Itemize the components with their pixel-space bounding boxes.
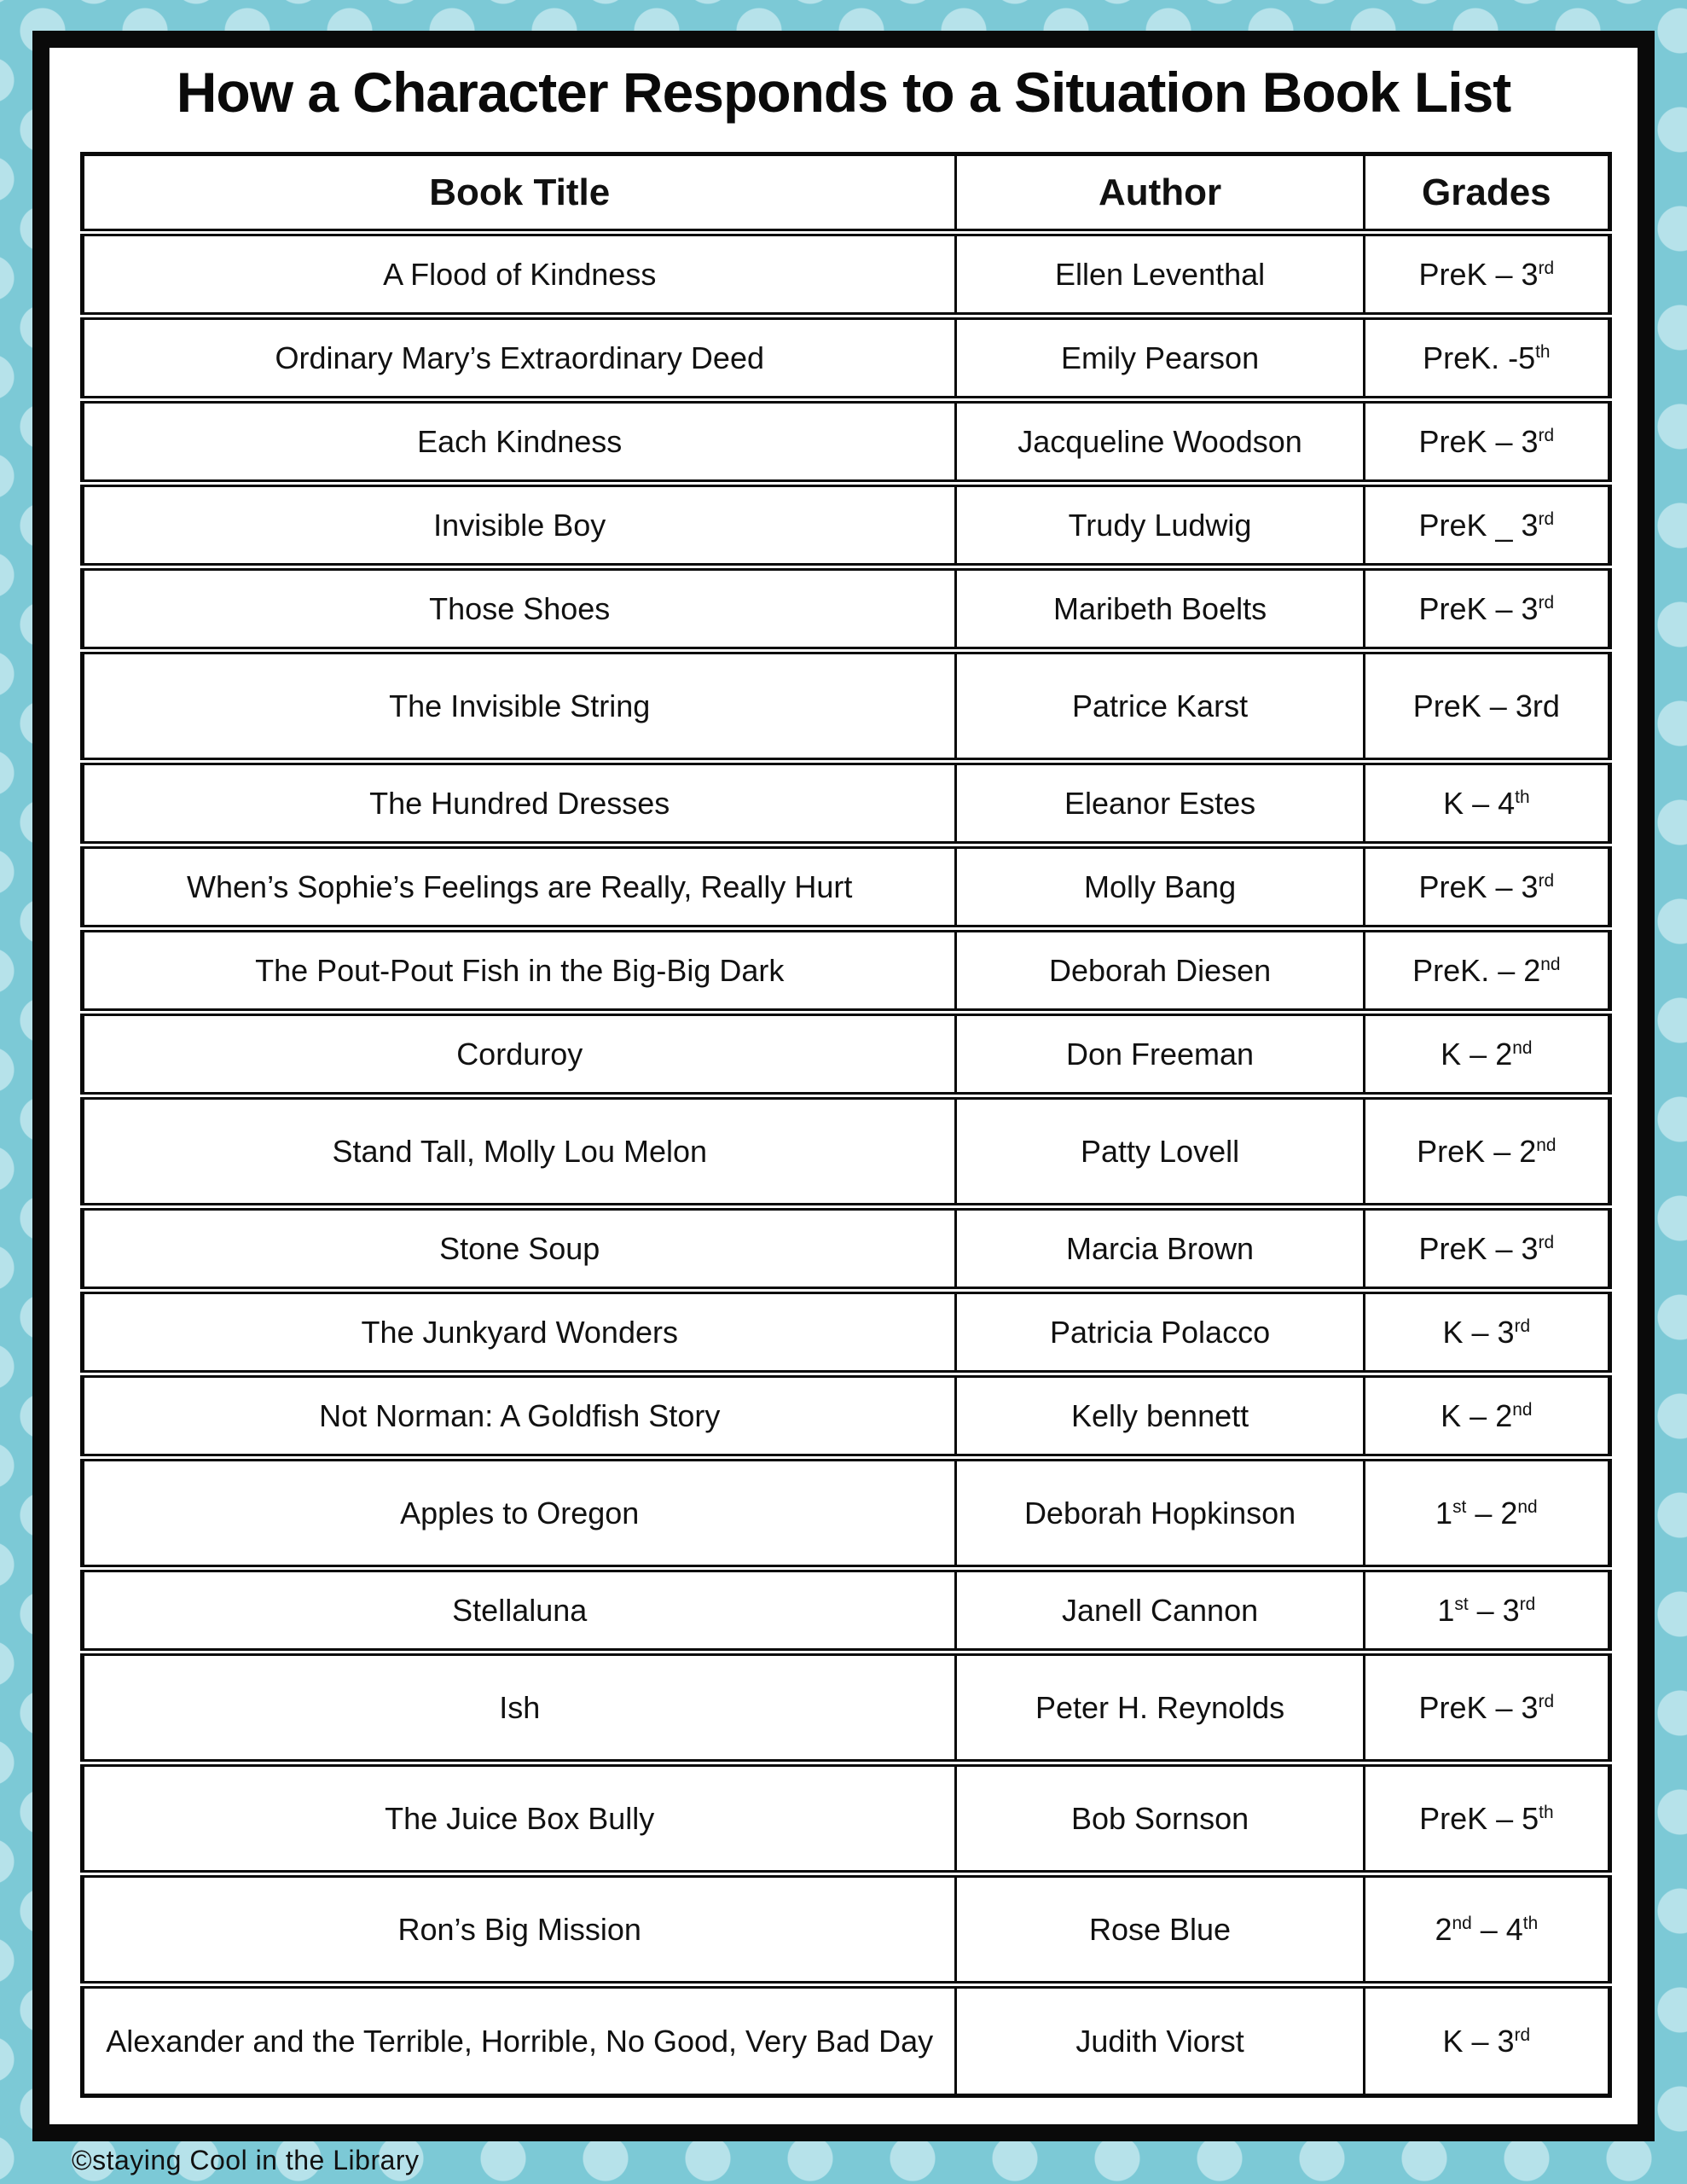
- table-row: [83, 1096, 1610, 1207]
- grade-ordinal-suffix: th: [1539, 1803, 1554, 1822]
- grade-cell: [1364, 317, 1609, 400]
- grade-ordinal-suffix: nd: [1512, 1038, 1533, 1058]
- grade-text: PreK – 5: [1419, 1801, 1539, 1836]
- grade-cell: [1364, 1653, 1609, 1763]
- book-list-table: [80, 152, 1612, 2098]
- grade-cell: [1364, 1374, 1609, 1458]
- table-row: [83, 762, 1610, 845]
- grade-text: K – 3: [1442, 2024, 1515, 2059]
- grade-cell: [1364, 1207, 1609, 1291]
- grade-text: PreK – 3: [1418, 869, 1539, 904]
- book-title-cell: Corduroy: [83, 1013, 956, 1096]
- table-row: [83, 1653, 1610, 1763]
- grade-cell: [1364, 233, 1609, 317]
- grade-ordinal-suffix: rd: [1519, 1594, 1536, 1614]
- grade-cell: [1364, 1291, 1609, 1374]
- table-row: [83, 567, 1610, 651]
- grade-cell: [1364, 1096, 1609, 1207]
- grade-ordinal-suffix: rd: [1514, 2025, 1531, 2045]
- table-row: [83, 400, 1610, 484]
- author-cell: Bob Sornson: [956, 1763, 1364, 1874]
- grade-ordinal-suffix: nd: [1512, 1400, 1533, 1420]
- grade-cell: [1364, 567, 1609, 651]
- book-title-cell: Ordinary Mary’s Extraordinary Deed: [83, 317, 956, 400]
- book-title-cell: The Invisible String: [83, 651, 956, 762]
- grade-text: K – 3: [1442, 1315, 1515, 1350]
- table-row: [83, 1207, 1610, 1291]
- author-cell: Ellen Leventhal: [956, 233, 1364, 317]
- book-title-cell: The Hundred Dresses: [83, 762, 956, 845]
- grade-cell: [1364, 929, 1609, 1013]
- author-cell: Patrice Karst: [956, 651, 1364, 762]
- author-cell: Eleanor Estes: [956, 762, 1364, 845]
- grade-ordinal-suffix: rd: [1538, 426, 1555, 445]
- grade-text: 1: [1437, 1593, 1455, 1628]
- page-title: How a Character Responds to a Situation Book List: [176, 61, 1511, 124]
- author-cell: Maribeth Boelts: [956, 567, 1364, 651]
- author-cell: Rose Blue: [956, 1874, 1364, 1985]
- author-cell: Don Freeman: [956, 1013, 1364, 1096]
- book-rows: [83, 233, 1610, 2096]
- book-title-cell: Ron’s Big Mission: [83, 1874, 956, 1985]
- book-title-cell: Not Norman: A Goldfish Story: [83, 1374, 956, 1458]
- book-title-cell: The Juice Box Bully: [83, 1763, 956, 1874]
- table-row: [83, 1569, 1610, 1653]
- grade-ordinal-suffix: th: [1535, 342, 1551, 362]
- grade-cell: [1364, 484, 1609, 567]
- author-cell: Molly Bang: [956, 845, 1364, 929]
- table-row: [83, 1013, 1610, 1096]
- author-cell: Kelly bennett: [956, 1374, 1364, 1458]
- book-title-cell: When’s Sophie’s Feelings are Really, Really Hurt: [83, 845, 956, 929]
- grade-text: 2: [1435, 1912, 1452, 1947]
- author-cell: Peter H. Reynolds: [956, 1653, 1364, 1763]
- grade-cell: [1364, 1013, 1609, 1096]
- grade-cell: [1364, 845, 1609, 929]
- book-title-cell: Each Kindness: [83, 400, 956, 484]
- grade-text: PreK – 3: [1418, 1231, 1539, 1266]
- author-cell: Trudy Ludwig: [956, 484, 1364, 567]
- grade-text: PreK _ 3: [1418, 508, 1539, 543]
- table-row: [83, 1874, 1610, 1985]
- author-cell: Marcia Brown: [956, 1207, 1364, 1291]
- table-row: [83, 1374, 1610, 1458]
- grade-ordinal-suffix: rd: [1538, 258, 1555, 278]
- author-cell: Janell Cannon: [956, 1569, 1364, 1653]
- book-title-cell: Those Shoes: [83, 567, 956, 651]
- grade-ordinal-suffix: st: [1452, 1497, 1467, 1517]
- grade-cell: [1364, 400, 1609, 484]
- col-header-grades: Grades: [1364, 154, 1609, 233]
- book-title-cell: Apples to Oregon: [83, 1458, 956, 1569]
- grade-ordinal-suffix: rd: [1538, 1692, 1555, 1711]
- grade-text: PreK. – 2: [1412, 953, 1541, 988]
- book-title-cell: Stellaluna: [83, 1569, 956, 1653]
- grade-text: 1: [1435, 1496, 1453, 1531]
- book-title-cell: Stand Tall, Molly Lou Melon: [83, 1096, 956, 1207]
- book-title-cell: The Junkyard Wonders: [83, 1291, 956, 1374]
- table-row: [83, 1458, 1610, 1569]
- grade-text: PreK. -5: [1423, 340, 1536, 375]
- grade-cell: [1364, 1569, 1609, 1653]
- grade-text: PreK – 3: [1418, 1690, 1539, 1725]
- grade-ordinal-suffix: nd: [1540, 955, 1561, 974]
- grade-ordinal-suffix: rd: [1538, 871, 1555, 891]
- col-header-book-title: Book Title: [83, 154, 956, 233]
- table-row: [83, 233, 1610, 317]
- grade-ordinal-suffix: nd: [1536, 1136, 1557, 1155]
- table-row: [83, 317, 1610, 400]
- author-cell: Jacqueline Woodson: [956, 400, 1364, 484]
- grade-ordinal-suffix: st: [1454, 1594, 1469, 1614]
- grade-ordinal-suffix: nd: [1452, 1914, 1472, 1933]
- table-row: [83, 1985, 1610, 2096]
- book-title-cell: Ish: [83, 1653, 956, 1763]
- grade-text: K – 2: [1441, 1037, 1513, 1072]
- author-cell: Patty Lovell: [956, 1096, 1364, 1207]
- book-title-cell: The Pout-Pout Fish in the Big-Big Dark: [83, 929, 956, 1013]
- grade-cell: [1364, 1874, 1609, 1985]
- author-cell: Patricia Polacco: [956, 1291, 1364, 1374]
- author-cell: Deborah Diesen: [956, 929, 1364, 1013]
- table-row: [83, 651, 1610, 762]
- grade-text: – 4: [1471, 1912, 1523, 1947]
- grade-ordinal-suffix: th: [1515, 787, 1530, 807]
- grade-ordinal-suffix: rd: [1538, 1233, 1555, 1252]
- grade-text: K – 2: [1441, 1398, 1513, 1433]
- grade-text: PreK – 3: [1418, 424, 1539, 459]
- grade-ordinal-suffix: nd: [1517, 1497, 1538, 1517]
- table-row: [83, 845, 1610, 929]
- grade-text: K – 4: [1443, 786, 1516, 821]
- grade-cell: [1364, 762, 1609, 845]
- grade-cell: [1364, 1763, 1609, 1874]
- book-title-cell: Invisible Boy: [83, 484, 956, 567]
- grade-text: – 2: [1466, 1496, 1518, 1531]
- table-row: [83, 484, 1610, 567]
- book-title-cell: Alexander and the Terrible, Horrible, No Good, Very Bad Day: [106, 2024, 934, 2059]
- book-title-cell: Stone Soup: [83, 1207, 956, 1291]
- grade-cell: [1364, 1985, 1609, 2096]
- grade-ordinal-suffix: rd: [1538, 593, 1555, 613]
- grade-text: PreK – 2: [1417, 1134, 1537, 1169]
- grade-text: – 3: [1468, 1593, 1520, 1628]
- grade-text: PreK – 3: [1418, 257, 1539, 292]
- table-row: [83, 929, 1610, 1013]
- grade-text: PreK – 3: [1418, 591, 1539, 626]
- table-row: [83, 1763, 1610, 1874]
- grade-cell: [1364, 651, 1609, 762]
- grade-ordinal-suffix: rd: [1514, 1316, 1531, 1336]
- book-title-cell: A Flood of Kindness: [83, 233, 956, 317]
- grade-ordinal-suffix: th: [1522, 1914, 1539, 1933]
- author-cell: Deborah Hopkinson: [956, 1458, 1364, 1569]
- author-cell: Emily Pearson: [956, 317, 1364, 400]
- grade-ordinal-suffix: rd: [1538, 509, 1555, 529]
- header-row: [83, 154, 1610, 233]
- worksheet-page: [32, 31, 1655, 2141]
- col-header-author: Author: [956, 154, 1364, 233]
- grade-cell: [1364, 1458, 1609, 1569]
- table-row: [83, 1291, 1610, 1374]
- credit-text: ©staying Cool in the Library: [72, 2145, 420, 2175]
- grade-text: PreK – 3rd: [1412, 688, 1560, 723]
- author-cell: Judith Viorst: [956, 1985, 1364, 2096]
